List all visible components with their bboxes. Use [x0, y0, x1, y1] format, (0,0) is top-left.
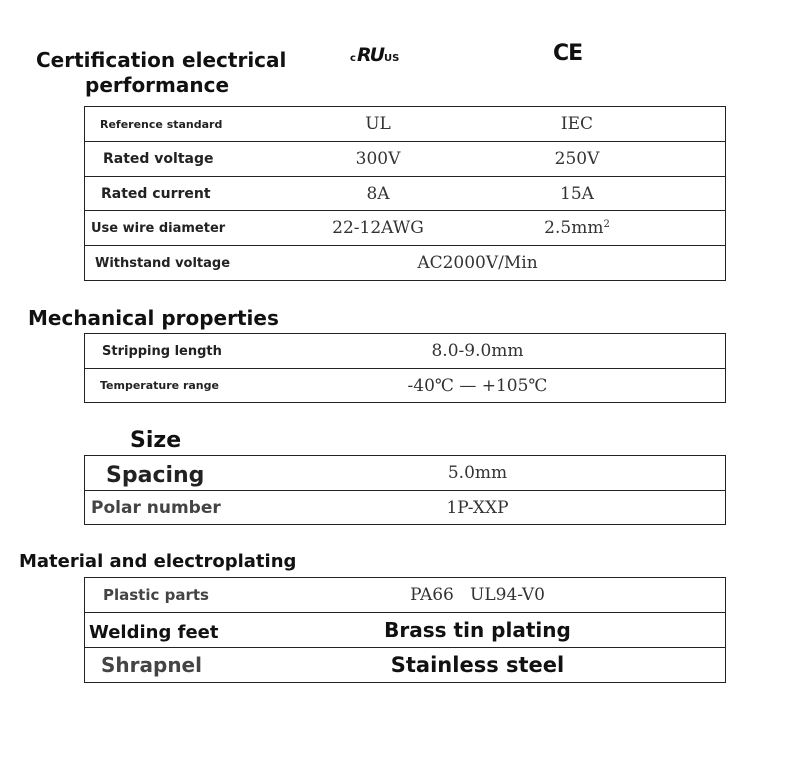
- table-row: [85, 107, 725, 142]
- row-value: 1P-XXP: [446, 497, 509, 518]
- certification-heading-line2: performance: [85, 73, 230, 97]
- certification-table: [84, 106, 726, 281]
- row-label: Stripping length: [102, 343, 222, 359]
- row-label: Use wire diameter: [91, 220, 226, 236]
- row-value: 8.0-9.0mm: [431, 341, 524, 361]
- row-label: Rated current: [101, 185, 211, 202]
- iec-value: IEC: [560, 114, 594, 134]
- ul-mark-c: c: [350, 53, 356, 64]
- table-row: [85, 177, 725, 211]
- certification-heading-line1: Certification electrical: [36, 48, 287, 72]
- row-value: Stainless steel: [390, 653, 565, 677]
- iec-value: 250V: [554, 149, 600, 169]
- row-label: Temperature range: [100, 379, 219, 392]
- row-label: Polar number: [91, 497, 221, 518]
- ul-value: 8A: [366, 183, 390, 204]
- iec-value: 15A: [560, 183, 594, 204]
- table-row: [85, 456, 725, 491]
- mechanical-heading: Mechanical properties: [28, 306, 279, 330]
- row-label: Reference standard: [100, 117, 223, 131]
- row-label: Shrapnel: [101, 653, 202, 677]
- row-value: AC2000V/Min: [417, 253, 538, 273]
- row-value: 5.0mm: [447, 463, 508, 483]
- table-row: [85, 613, 725, 648]
- iec-value: [507, 211, 647, 245]
- iec-value-text: 2.5mm: [544, 218, 604, 238]
- ce-certification-mark: CE: [553, 41, 583, 66]
- row-label: Rated voltage: [103, 151, 214, 167]
- row-label: Spacing: [106, 462, 205, 488]
- ul-value: 300V: [355, 149, 401, 169]
- table-row: [85, 491, 725, 524]
- certification-heading: [36, 48, 286, 98]
- material-heading: Material and electroplating: [19, 551, 297, 572]
- material-table: [84, 577, 726, 683]
- ul-certification-mark: [350, 44, 399, 66]
- ul-mark-logo: RU: [356, 44, 383, 66]
- iec-value-superscript: 2: [603, 218, 610, 230]
- table-row: [85, 578, 725, 613]
- table-row: [85, 142, 725, 177]
- table-row: [85, 369, 725, 402]
- table-row: [85, 246, 725, 280]
- row-label: Plastic parts: [103, 586, 209, 604]
- table-row: [85, 648, 725, 682]
- row-value: Brass tin plating: [384, 618, 571, 642]
- ul-mark-us: US: [384, 53, 400, 64]
- table-row: [85, 334, 725, 369]
- row-label: Withstand voltage: [95, 255, 231, 271]
- row-value: PA66 UL94-V0: [410, 585, 545, 605]
- row-value: -40℃ — +105℃: [407, 375, 548, 396]
- ul-value: UL: [365, 114, 391, 134]
- row-label: Welding feet: [89, 621, 219, 643]
- size-table: [84, 455, 726, 525]
- ul-value: 22-12AWG: [332, 218, 424, 238]
- size-heading: Size: [130, 428, 182, 453]
- table-row: [85, 211, 725, 246]
- mechanical-table: [84, 333, 726, 403]
